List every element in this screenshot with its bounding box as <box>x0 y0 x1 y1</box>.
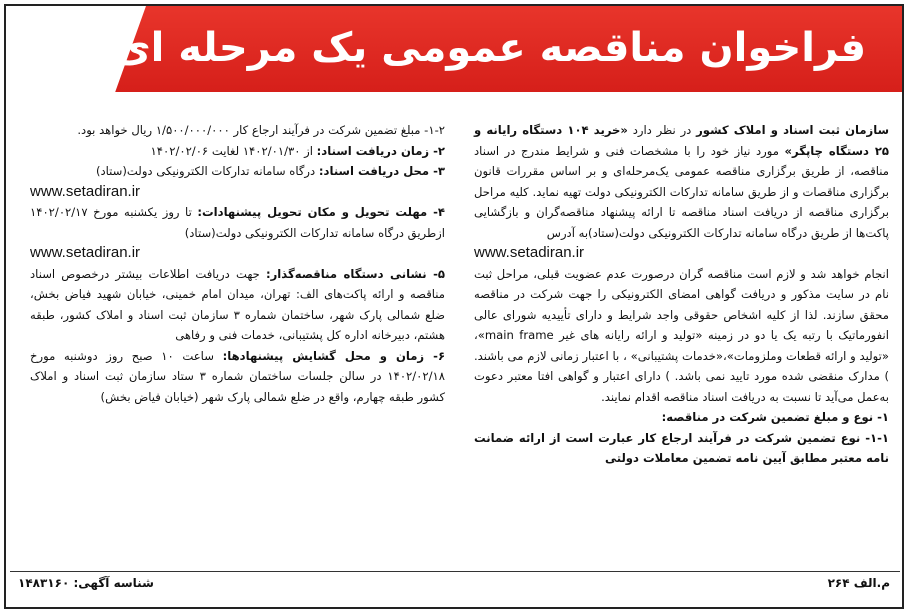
intro-text-1: در نظر دارد <box>627 123 697 137</box>
section-6-label: ۶- زمان و محل گشایش پیشنهادها: <box>222 348 446 363</box>
section-1-1: ۱-۱- نوع تضمین شرکت در فرآیند ارجاع کار عبارت است از ارائه ضمانت نامه معتبر مطابق آیین نامه تضمین معاملات دولتی <box>474 430 889 465</box>
section-3-label: ۳- محل دریافت اسناد: <box>318 164 445 178</box>
section-1-2: ۱-۲- مبلغ تضمین شرکت در فرآیند ارجاع کار ۱/۵۰۰/۰۰۰/۰۰۰ ریال خواهد بود. <box>77 123 445 137</box>
intro-url: www.setadiran.ir <box>474 244 585 261</box>
intro-url-line <box>474 243 889 264</box>
section-4 <box>30 202 445 243</box>
intro-paragraph <box>474 120 889 243</box>
section-5-label: ۵- نشانی دستگاه مناقصه‌گذار: <box>265 266 445 281</box>
page-title: فراخوان مناقصه عمومی یک مرحله ای <box>114 25 867 71</box>
footer-divider <box>10 571 900 572</box>
intro-org: سازمان ثبت اسناد و املاک کشور <box>696 123 889 137</box>
section-5 <box>30 264 445 346</box>
section-4-text: تا روز یکشنبه مورخ ۱۴۰۲/۰۲/۱۷ ازطریق درگاه سامانه تدارکات الکترونیکی دولت(ستاد) <box>30 205 445 240</box>
section-3 <box>30 161 445 182</box>
ad-code: م.الف ۲۶۴ <box>827 576 890 590</box>
section-6-text: ساعت ۱۰ صبح روز دوشنبه مورخ ۱۴۰۲/۰۲/۱۸ در سالن جلسات ساختمان شماره ۳ ستاد سازمان ثبت اسناد و املاک کشور طبقه چهارم، واقع در ضلع شمالی پارک شهر (خیابان فیاض بخش) <box>30 348 445 404</box>
intro-text-3: انجام خواهد شد و لازم است مناقصه گران درصورت عدم عضویت قبلی، مراحل ثبت نام در سایت مذکور و دریافت گواهی امضای الکترونیکی را جهت شرکت در مناقصه محقق سازند. لذا از کلیه اشخاص حقوقی واجد شرایط و دارای تأییدیه شورای عالی انفورماتیک با رتبه یک یا دو در زمینه «تولید و ارائه رایانه های غیر main frame»، «تولید و ارائه قطعات وملزومات»،«خدمات پشتیبانی» ، با اعتبار زمانی لازم می باشند. ) مدارک منقضی شده مورد تایید نمی باشد. ) دارای اعتبار و گواهی افتا معتبر دعوت به‌عمل می‌آید تا نسبت به دریافت اسناد مناقصه اقدام نمایند. <box>474 266 889 404</box>
section-3-url: www.setadiran.ir <box>30 182 141 200</box>
section-3-text: درگاه سامانه تدارکات الکترونیکی دولت(ستاد) <box>95 164 319 178</box>
section-1-heading: ۱- نوع و مبلغ تضمین شرکت در مناقصه: <box>661 410 889 424</box>
intro-paragraph-cont <box>474 264 889 408</box>
intro-text-2: مورد نیاز خود را با مشخصات فنی و شرایط مندرج در اسناد مناقصه، از طریق برگزاری مناقصه عمومی یک‌مرحله‌ای و بر اساس مقررات قانون برگزاری مناقصات و از طریق سامانه تدارکات الکترونیکی دولت تهیه نماید. کلیه مراحل برگزاری مناقصه از دریافت اسناد مناقصه تا ارائه پیشنهاد مناقصه‌گران و بازگشایی پاکت‌ها از طریق درگاه سامانه تدارکات الکترونیکی دولت(ستاد)به آدرس <box>474 143 889 240</box>
section-4-url-line <box>30 243 445 264</box>
left-column <box>30 120 445 407</box>
section-4-label: ۴- مهلت تحویل و مکان تحویل پیشنهادات: <box>197 205 445 219</box>
section-5-text: جهت دریافت اطلاعات بیشتر درخصوص اسناد مناقصه و ارائه پاکت‌های الف: تهران، میدان امام خمینی، خیابان شهید فیاض بخش، ضلع شمالی پارک شهر، ساختمان شماره ۳ سازمان ثبت اسناد و املاک کشور، طبقه هشتم، دبیرخانه اداره کل پشتیبانی، خدمات فنی و رفاهی <box>30 266 446 342</box>
ad-id: شناسه آگهی: ۱۴۸۳۱۶۰ <box>18 576 154 590</box>
right-column <box>474 120 889 469</box>
section-3-url-line <box>30 182 445 203</box>
section-4-url: www.setadiran.ir <box>30 244 141 261</box>
section-6 <box>30 346 445 408</box>
section-2-label: ۲- زمان دریافت اسناد: <box>316 143 445 158</box>
section-2-text: از ۱۴۰۲/۰۱/۳۰ لغایت ۱۴۰۲/۰۲/۰۶ <box>150 143 317 158</box>
section-2 <box>30 141 445 162</box>
intro-purchase: «خرید ۱۰۴ دستگاه رایانه و ۲۵ دستگاه چاپگر» <box>474 123 889 158</box>
